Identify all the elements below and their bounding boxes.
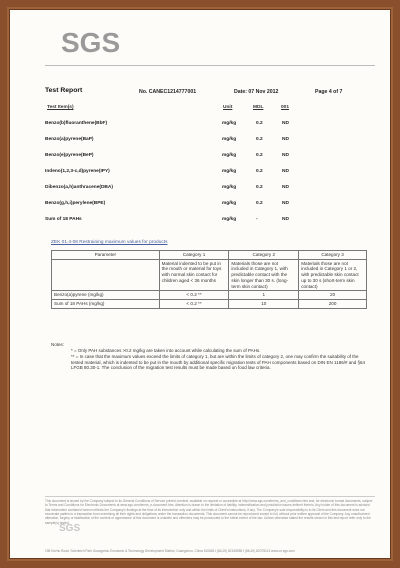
result-row: Benzo(g,h,i)perylene(BPE) mg/kg 0.2 ND (45, 201, 289, 206)
category-3-description: Materials those are not included in Category 1 or 2, with predictable skin contact up to 30 s (short-term skin contact) (299, 259, 367, 291)
sgs-stamp-logo: SGS (59, 523, 81, 534)
footer-address: 198 Kezhu Road, Scientech Park Guangzhou Economic & Technology Development District, Guangzhou, China 510663 t (86-20) 82155555 f (86-20) 82075113 www.cn.sgs.com (45, 549, 295, 553)
note-item: * = Only PAH substances >0.2 mg/kg are taken into account while calculating the sum of PAHs. (71, 347, 261, 353)
report-number: No. CANEC1214777001 (139, 89, 197, 95)
category-1-description: Material indented to be put in the mouth or material for toys with normal skin contact for children aged < 36 months (159, 259, 229, 291)
parameter-cell: Benzo(a)pyrene (mg/kg) (52, 291, 160, 300)
limits-table (51, 250, 367, 309)
parameter-cell: Sum of 18 PAHs (mg/kg) (52, 300, 160, 309)
col-sample: 001 (281, 105, 290, 110)
report-date: Date: 07 Nov 2012 (234, 89, 279, 95)
value-cell: < 0.2 ** (159, 291, 229, 300)
col-unit: Unit (223, 105, 233, 110)
value-cell: < 0.2 ** (159, 300, 229, 309)
result-row: Benzo(b)fluoranthene(BbF) mg/kg 0.2 ND (45, 121, 289, 126)
footer-divider (45, 496, 375, 497)
sgs-logo: SGS (61, 27, 121, 58)
notes-label: Notes: (51, 342, 65, 347)
footer-disclaimer: This document is issued by the Company subject to its General Conditions of Service printed overleaf, available on request or accessible at http://www.sgs.com/terms_and_conditions.htm and, for electronic format documents, subject to Terms and Conditions for Electronic Documents at www.sgs.com/terms_e-document.htm. Attention is drawn to the limitation of liability, indemnification and jurisdiction issues defined therein. Any holder of this document is advised that information contained hereon reflects the Company's findings at the time of its intervention only and within the limits of Client's instructions, if any. The Company's sole responsibility is to its Client and this document does not exonerate parties to a transaction from exercising all their rights and obligations under the transaction documents. This document cannot be reproduced except in full, without prior written approval of the Company. Any unauthorized alteration, forgery or falsification of the content or appearance of this document is unlawful and offenders may be prosecuted to the fullest extent of the law. Unless otherwise stated the results shown in this test report refer only to the sample(s) tested. (45, 499, 373, 525)
empty-cell (52, 259, 160, 291)
result-row: Benzo(e)pyrene(BeP) mg/kg 0.2 ND (45, 153, 289, 158)
value-cell: 20 (299, 291, 367, 300)
limits-header-row (52, 251, 367, 260)
header-divider (45, 65, 375, 66)
report-title: Test Report (45, 87, 83, 94)
result-row: Benzo(a)pyrene(BaP) mg/kg 0.2 ND (45, 137, 289, 142)
limits-section-title: ZEK 01.4-08 Restraining maximum values for products (51, 240, 168, 245)
note-item: ** = In case that the maximum values exceed the limits of category 1, but are within the limits of category 2, one may confirm the suitability of the tested material, which is indented to be put in the mouth by additional specific migration tests of PAH components based on DIN EN 1186/# and §64 LFGB 80.30-1. The conclusion of the migration test results must be made based on food law criteria. (71, 353, 366, 371)
result-row: Sum of 18 PAHs mg/kg - ND (45, 217, 289, 222)
result-row: Indeno(1,2,3-c,d)pyrene(IPY) mg/kg 0.2 ND (45, 169, 289, 174)
limits-row (52, 300, 367, 309)
col-test-item: Test Item(s) (47, 105, 74, 110)
value-cell: 1 (229, 291, 299, 300)
col-mdl: MDL (253, 105, 264, 110)
document-page (9, 9, 391, 559)
result-row: Dibenzo(a,h)anthracene(DBA) mg/kg 0.2 ND (45, 185, 289, 190)
value-cell: 10 (229, 300, 299, 309)
value-cell: 200 (299, 300, 367, 309)
limits-row (52, 291, 367, 300)
category-2-description: Materials those are not included in Category 1, with predictable contact with the skin longer than 30 s. (long-term skin contact) (229, 259, 299, 291)
limits-description-row (52, 259, 367, 291)
header-category-3: Category 3 (299, 251, 367, 260)
page-number: Page 4 of 7 (315, 89, 343, 95)
header-category-2: Category 2 (229, 251, 299, 260)
header-category-1: Category 1 (159, 251, 229, 260)
notes (51, 342, 369, 371)
header-parameter: Parameter (52, 251, 160, 260)
